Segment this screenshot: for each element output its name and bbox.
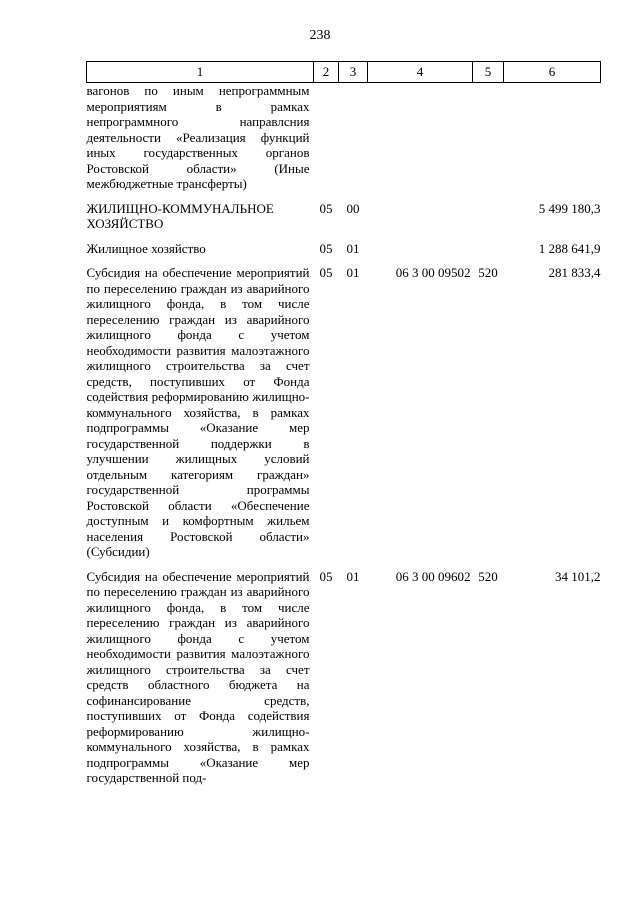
row-subsection: 01 (346, 568, 360, 584)
row-description: ЖИЛИЩНО-КОММУНАЛЬНОЕ ХОЗЯЙСТВО (86, 200, 274, 231)
header-cell: 4 (368, 62, 473, 83)
row-section (314, 83, 339, 192)
row-section: 05 (319, 265, 333, 280)
table-row (87, 241, 601, 257)
row-amount: 5 499 180,3 (538, 200, 601, 216)
row-expense-type: 520 (478, 568, 498, 584)
header-cell: 1 (87, 62, 314, 83)
row-description: Жилищное хозяйство (86, 240, 206, 256)
header-cell: 5 (473, 62, 504, 83)
row-section: 05 (319, 240, 333, 256)
row-expense-type (473, 201, 504, 232)
row-target-code (368, 201, 473, 232)
row-description: вагонов по иным непрограммным мероприятиям в рамках непрограммного направлсния деятельности «Реализация функций иных государственных органов Ростовской области» (Иные межбюджетные трансферты) (86, 83, 310, 191)
row-amount (504, 83, 601, 192)
row-amount: 34 101,2 (555, 568, 601, 584)
row-section: 05 (319, 200, 333, 216)
table-row (87, 83, 601, 192)
row-subsection: 00 (346, 200, 360, 216)
row-description: Субсидия на обеспечение мероприятий по переселению граждан из аварийного жилищного фонда, в том числе переселению граждан из аварийного жилищного фонда с учетом необходимости развития малоэтажного жилищного строительства за счет средств, поступивших от Фонда содействия реформированию жилищно-коммунального хозяйства, в рамках подпрограммы «Оказание мер государственной поддержки в улучшении жилищных условий отдельным категориям граждан» государственной программы Ростовской области «Обеспечение доступным и комфортным жильем населения Ростовской области» (Субсидии) (86, 265, 310, 559)
row-subsection: 01 (346, 240, 360, 256)
row-target-code: 06 3 00 09502 (395, 265, 471, 280)
row-subsection: 01 (346, 265, 360, 280)
row-expense-type: 520 (478, 265, 498, 280)
row-target-code (368, 241, 473, 257)
header-cell: 6 (504, 62, 601, 83)
table-row (87, 265, 601, 560)
table-row (87, 201, 601, 232)
budget-table (86, 61, 601, 786)
header-row (87, 62, 601, 83)
row-amount: 1 288 641,9 (538, 240, 601, 256)
row-amount: 281 833,4 (548, 265, 601, 280)
header-cell: 2 (314, 62, 339, 83)
table-row (87, 569, 601, 786)
row-target-code: 06 3 00 09602 (395, 568, 471, 584)
row-subsection (339, 83, 368, 192)
row-section: 05 (319, 568, 333, 584)
row-expense-type (473, 83, 504, 192)
row-target-code (368, 83, 473, 192)
header-cell: 3 (339, 62, 368, 83)
row-description: Субсидия на обеспечение мероприятий по переселению граждан из аварийного жилищного фонда, в том числе переселению граждан из аварийного жилищного фонда с учетом необходимости развития малоэтажного жилищного строительства за счет средств областного бюджета на софинансирование средств, поступивших от Фонда содействия реформированию жилищно-коммунального хозяйства, в рамках подпрограммы «Оказание мер государственной под- (86, 568, 310, 785)
row-expense-type (473, 241, 504, 257)
page-number: 238 (309, 28, 331, 43)
